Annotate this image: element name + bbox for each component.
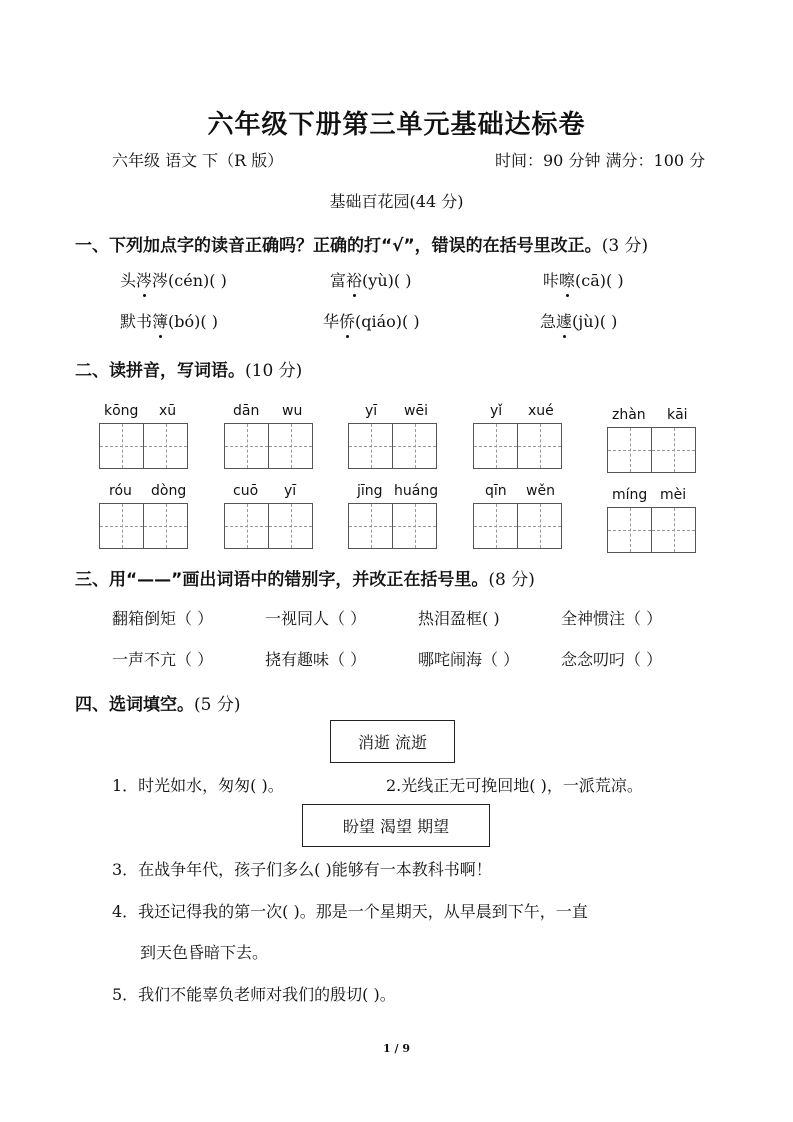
pinyin-label: jīng — [357, 483, 383, 499]
q3-word[interactable]: 哪咤闹海（ ） — [418, 650, 520, 669]
time-score-label: 时间：90 分钟 满分：100 分 — [495, 151, 706, 170]
pinyin-label: huáng — [394, 483, 439, 499]
grade-subject-label: 六年级 语文 下（R 版） — [112, 151, 284, 170]
q1-item-4: 默书簿(bó)( ) — [120, 309, 218, 332]
pinyin-label: kōng — [104, 403, 139, 419]
pinyin-label: wěn — [526, 483, 555, 499]
answer-blank[interactable]: ( ) — [200, 312, 218, 331]
writing-grid[interactable] — [224, 423, 312, 469]
pinyin-label: dān — [233, 403, 260, 419]
q1-item-6: 急遽(jù)( ) — [540, 309, 617, 332]
q3-word[interactable]: 一视同人（ ） — [265, 609, 367, 628]
q1-item-2: 富裕(yù)( ) — [330, 268, 411, 291]
q1-heading — [75, 231, 648, 256]
writing-grid[interactable] — [224, 503, 312, 549]
q4-sentence-1[interactable]: 1．时光如水，匆匆( )。 — [112, 776, 284, 795]
q1-points: (3 分) — [601, 236, 649, 256]
word-choice-box: 消逝 流逝 — [330, 720, 455, 763]
pinyin-label: wu — [282, 403, 303, 419]
q4-points: (5 分) — [194, 695, 241, 715]
word-choice-box: 盼望 渴望 期望 — [302, 804, 490, 847]
writing-grid[interactable] — [607, 427, 695, 473]
q4-sentence-4[interactable]: 4．我还记得我的第一次( )。那是一个星期天，从早晨到下午，一直 — [112, 902, 588, 921]
pinyin-label: yǐ — [490, 403, 503, 419]
writing-grid[interactable] — [348, 423, 436, 469]
q3-word[interactable]: 念念叨叼（ ） — [561, 650, 663, 669]
q3-heading — [75, 565, 535, 590]
q4-sentence-5[interactable]: 5．我们不能辜负老师对我们的殷切( )。 — [112, 985, 396, 1004]
pinyin-label: yī — [284, 483, 297, 499]
page-title: 六年级下册第三单元基础达标卷 — [207, 110, 586, 140]
q4-sentence-4-cont: 到天色昏暗下去。 — [140, 943, 269, 962]
dotted-char: 裕 — [346, 268, 362, 291]
pinyin-label: xū — [159, 403, 177, 419]
pinyin-label: zhàn — [612, 407, 646, 423]
pinyin-label: dòng — [151, 483, 187, 499]
q4-heading — [75, 690, 240, 715]
dotted-char: 遽 — [556, 309, 572, 332]
pinyin-label: míng — [612, 487, 648, 503]
dotted-char: 簿 — [152, 309, 168, 332]
part-title: 基础百花园(44 分) — [329, 192, 464, 211]
q3-word[interactable]: 翻箱倒矩（ ） — [112, 609, 214, 628]
answer-blank[interactable]: ( ) — [606, 271, 624, 290]
dotted-char: 侨 — [339, 309, 355, 332]
answer-blank[interactable]: ( ) — [393, 271, 412, 290]
q1-item-5: 华侨(qiáo)( ) — [323, 309, 420, 332]
pinyin-label: róu — [109, 483, 132, 499]
answer-blank[interactable]: ( ) — [599, 312, 618, 331]
page-number: 1 / 9 — [383, 1042, 410, 1055]
q4-sentence-3[interactable]: 3．在战争年代，孩子们多么( )能够有一本教科书啊！ — [112, 860, 492, 879]
q3-heading-text: 三、用“——”画出词语中的错别字，并改正在括号里。 — [75, 570, 489, 590]
q3-word[interactable]: 挠有趣味（ ） — [265, 650, 367, 669]
q2-heading-text: 二、读拼音，写词语。 — [75, 361, 245, 381]
q2-points: (10 分) — [245, 361, 303, 381]
writing-grid[interactable] — [99, 503, 187, 549]
answer-blank[interactable]: ( ) — [209, 271, 227, 290]
writing-grid[interactable] — [473, 503, 561, 549]
q3-word[interactable]: 热泪盈框( ) — [418, 609, 500, 628]
q4-sentence-2[interactable]: 2.光线正无可挽回地( )，一派荒凉。 — [386, 776, 643, 795]
pinyin-label: yī — [365, 403, 378, 419]
pinyin-label: kāi — [667, 407, 688, 423]
writing-grid[interactable] — [607, 507, 695, 553]
q4-heading-text: 四、选词填空。 — [75, 695, 194, 715]
pinyin-label: mèi — [660, 487, 687, 503]
answer-blank[interactable]: ( ) — [402, 312, 420, 331]
writing-grid[interactable] — [473, 423, 561, 469]
pinyin-label: wēi — [404, 403, 428, 419]
pinyin-label: qīn — [485, 483, 507, 499]
q1-heading-text: 一、下列加点字的读音正确吗？正确的打“√”，错误的在括号里改正。 — [75, 236, 602, 256]
q3-word[interactable]: 一声不亢（ ） — [112, 650, 214, 669]
q3-word[interactable]: 全神惯注（ ） — [561, 609, 663, 628]
writing-grid[interactable] — [99, 423, 187, 469]
writing-grid[interactable] — [348, 503, 436, 549]
q1-item-1: 头涔涔(cén)( ) — [120, 268, 227, 291]
q2-heading — [75, 356, 302, 381]
q1-item-3: 咔嚓(cā)( ) — [543, 268, 624, 291]
dotted-char: 涔 — [136, 268, 152, 291]
pinyin-label: xué — [528, 403, 554, 419]
q3-points: (8 分) — [488, 570, 535, 590]
dotted-char: 嚓 — [559, 268, 575, 291]
pinyin-label: cuō — [233, 483, 259, 499]
